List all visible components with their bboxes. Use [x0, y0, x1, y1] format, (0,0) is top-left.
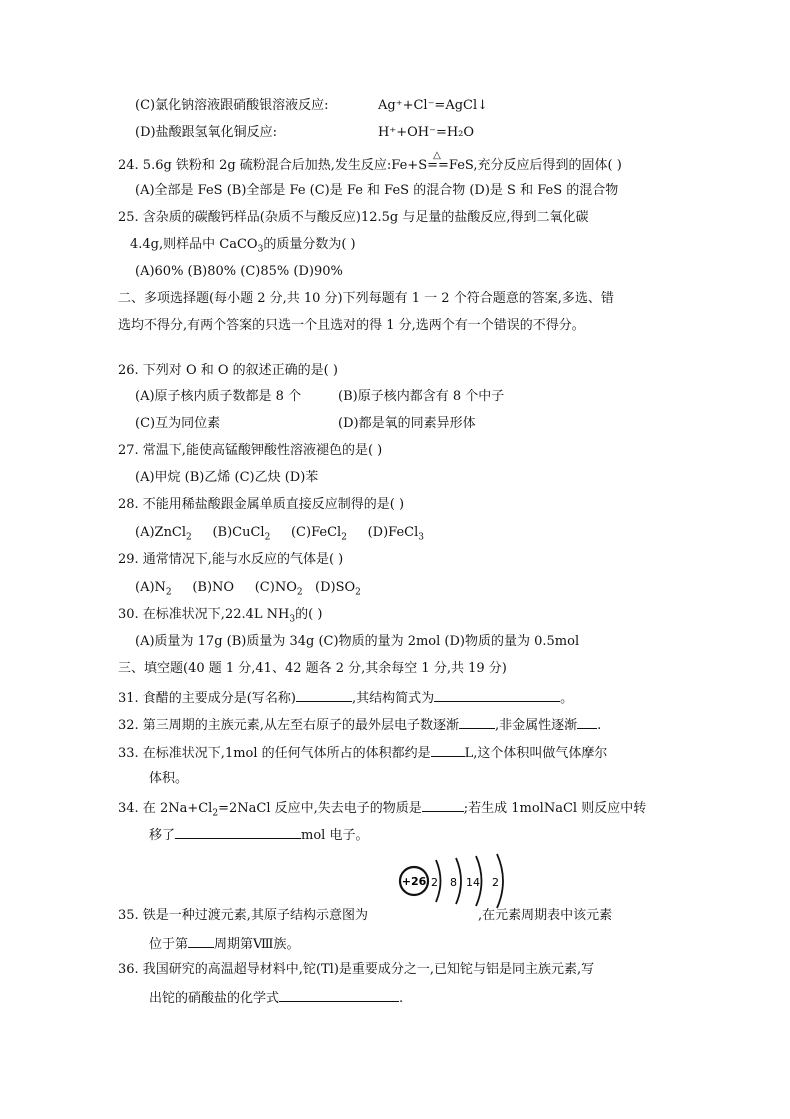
q35: 35. 铁是一种过渡元素,其原子结构示意图为 ,在元素周期表中该元素: [118, 908, 613, 923]
q34-blank-substance[interactable]: [422, 798, 464, 812]
q28-option-a: (A)ZnCl$_2$: [135, 525, 192, 543]
q26-option-a: (A)原子核内质子数都是 8 个: [135, 389, 302, 404]
q24-options: (A)全部是 FeS (B)全部是 Fe (C)是 Fe 和 FeS 的混合物 (D)是 S 和 FeS 的混合物: [135, 183, 619, 198]
shell-3-count: 14: [466, 876, 480, 889]
section2-instructions: 选均不得分,有两个答案的只选一个且选对的得 1 分,选两个有一个错误的不得分。: [118, 318, 585, 333]
q28-option-b: (B)CuCl$_2$: [212, 525, 271, 543]
q23-option-d-equation: H⁺+OH⁻=H₂O: [378, 125, 475, 140]
shell-2-count: 8: [450, 876, 457, 889]
q26-stem: 26. 下列对 O 和 O 的叙述正确的是( ): [118, 363, 338, 378]
q29-options: [135, 579, 361, 602]
q25-stem-line1: 25. 含杂质的碳酸钙样品(杂质不与酸反应)12.5g 与足量的盐酸反应,得到二氧化碳: [118, 210, 589, 225]
q26-option-b: (B)原子核内都含有 8 个中子: [338, 389, 505, 404]
q30-stem: 30. 在标准状况下,22.4L $NH_3$的( ): [118, 607, 323, 625]
q28-option-d: (D)FeCl$_3$: [367, 525, 425, 543]
shell-4-count: 2: [492, 876, 499, 889]
q28-option-c: (C)FeCl$_2$: [290, 525, 347, 543]
q25-options: (A)60% (B)80% (C)85% (D)90%: [135, 264, 343, 279]
q36-line2: 出铊的硝酸盐的化学式 .: [149, 988, 403, 1008]
q28-options: [135, 524, 424, 547]
q29-option-d: $(D)SO_2$: [315, 580, 361, 598]
q28-stem: 28. 不能用稀盐酸跟金属单质直接反应制得的是( ): [118, 497, 405, 512]
q23-option-c-text: (C)氯化钠溶液跟硝酸银溶液反应:: [135, 98, 329, 113]
q29-option-b: (B)NO: [192, 580, 235, 595]
q35-blank-period[interactable]: [188, 934, 214, 948]
q25-stem-line2: 4.4g,则样品中 CaCO$_3$的质量分数为( ): [130, 237, 356, 255]
q31-blank-name[interactable]: [296, 688, 352, 702]
q23-option-c-equation: Ag⁺+Cl⁻=AgCl↓: [378, 98, 489, 113]
q30-options: (A)质量为 17g (B)质量为 34g (C)物质的量为 2mol (D)物质的量为 0.5mol: [135, 634, 580, 649]
q35-line2: 位于第 周期第Ⅷ族。: [149, 934, 300, 954]
q36-blank-formula[interactable]: [279, 988, 399, 1002]
q27-options: (A)甲烷 (B)乙烯 (C)乙炔 (D)苯: [135, 470, 319, 485]
q32-blank-nonmetal[interactable]: [577, 715, 597, 729]
q26-option-d: (D)都是氧的同素异形体: [338, 416, 476, 431]
q31: 31. 食醋的主要成分是(写名称) ,其结构简式为 。: [118, 688, 573, 708]
q23-option-c: [135, 97, 328, 115]
heat-equals-sign: △ ==: [427, 150, 449, 173]
q32: 32. 第三周期的主族元素,从左至右原子的最外层电子数逐渐 ,非金属性逐渐 .: [118, 715, 601, 735]
q34-line2: 移了 mol 电子。: [149, 825, 368, 845]
q23-option-d: [135, 124, 277, 142]
nucleus-charge: +26: [401, 875, 427, 888]
q33-blank-volume[interactable]: [431, 743, 465, 757]
q29-option-c: $(C)NO_2$: [254, 580, 303, 598]
section2-heading: 二、多项选择题(每小题 2 分,共 10 分)下列每题有 1 一 2 个符合题意的答案,多选、错: [118, 291, 614, 306]
q34-blank-electrons[interactable]: [175, 825, 301, 839]
q24-stem: 24. 5.6g 铁粉和 2g 硫粉混合后加热,发生反应:Fe+S △ ==FeS,充分反应后得到的固体( ): [118, 150, 622, 173]
section3-heading: 三、填空题(40 题 1 分,41、42 题各 2 分,其余每空 1 分,共 19 分): [118, 661, 507, 676]
q23-option-d-text: (D)盐酸跟氢氧化铜反应:: [135, 125, 277, 140]
q31-blank-formula[interactable]: [434, 688, 560, 702]
q33-line2: 体积。: [149, 771, 189, 786]
q34: 34. 在 $2Na+Cl_2=2NaCl$ 反应中,失去电子的物质是 ;若生成 1molNaCl 则反应中转: [118, 798, 646, 823]
q26-option-c: (C)互为同位素: [135, 416, 221, 431]
q32-blank-electrons[interactable]: [459, 715, 495, 729]
shell-1-count: 2: [431, 876, 438, 889]
q29-stem: 29. 通常情况下,能与水反应的气体是( ): [118, 552, 344, 567]
q27-stem: 27. 常温下,能使高锰酸钾酸性溶液褪色的是( ): [118, 443, 383, 458]
q36: 36. 我国研究的高温超导材料中,铊(Tl)是重要成分之一,已知铊与铝是同主族元素,写: [118, 962, 595, 977]
q33: 33. 在标准状况下,1mol 的任何气体所占的体积都约是 L,这个体积叫做气体摩尔: [118, 743, 607, 763]
q29-option-a: $(A)N_2$: [135, 580, 172, 598]
